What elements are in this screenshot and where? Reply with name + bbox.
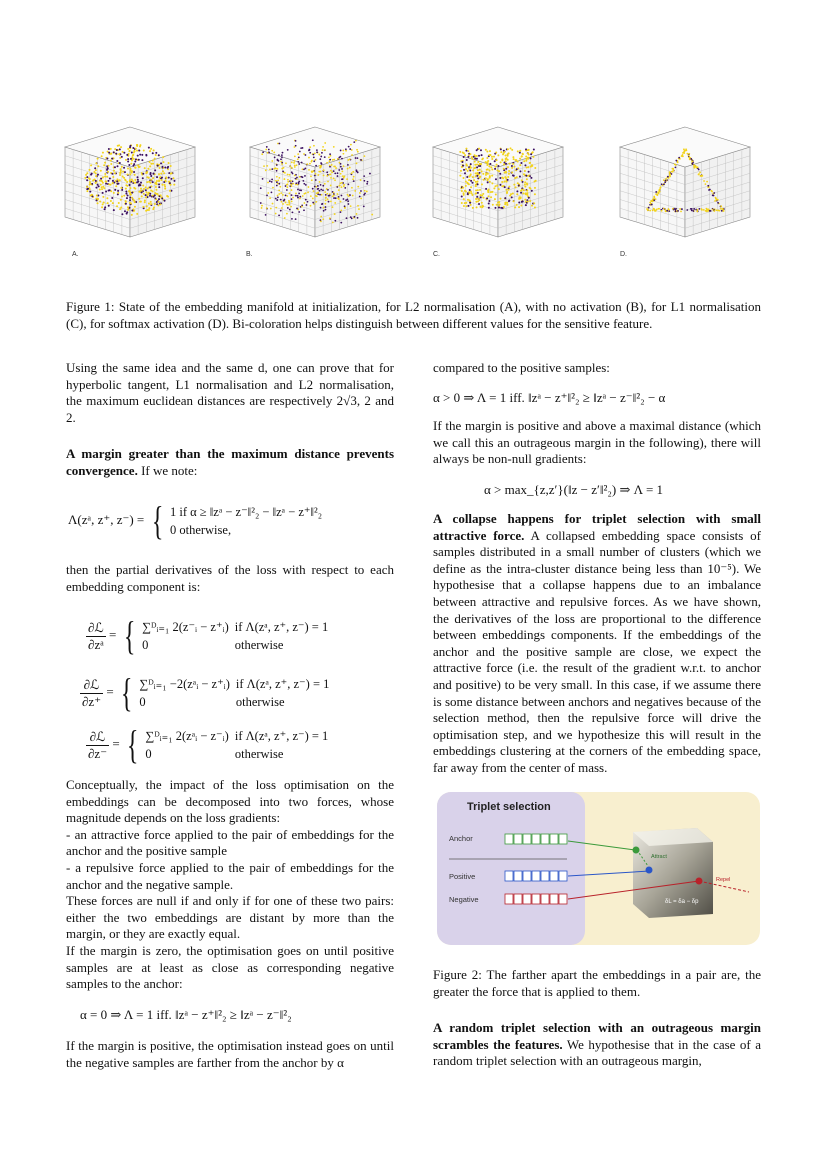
left-p4: - an attractive force applied to the pair of embeddings for the anchor and the positive sample [66,826,394,859]
fig2-positive-cell [514,871,522,881]
fig2-anchor-cell [514,834,522,844]
d2-den: ∂z⁺ [82,693,102,709]
figure-1-plots [60,125,770,265]
panel-label-d: D. [620,251,627,258]
figure-2 [437,792,760,945]
d3-num: ∂ℒ [86,729,109,746]
right-para-2 [433,418,761,468]
figure-1-caption: Figure 1: State of the embedding manifold at initialization, for L2 normalisation (A), with no activation (B), for L1 normalisation (C), for softmax activation (D). Bi-coloration helps distinguish between different values for the sensitive feature. [66,299,761,331]
fig2-negative-cell [532,894,540,904]
d1-case-2a: 0 [142,638,149,652]
equation-deriv-negative: $\frac{\text{∂ℒ}}{\partial z^-}$ = { ∑ᴰᵢ₌₁ 2(zᵃᵢ − z⁻ᵢ) if Λ(zᵃ, z⁺, z⁻) = 1 0 otherwise [86,727,334,763]
figure-1-panel-3 [620,127,750,237]
d2-case-2a: 0 [139,695,146,709]
equation-deriv-positive: $\frac{\text{∂ℒ}}{\partial z^+}$ = { ∑ᴰᵢ₌₁ −2(zᵃᵢ − z⁺ᵢ) if Λ(zᵃ, z⁺, z⁻) = 1 0 otherwise [80,675,335,711]
equation-deriv-anchor: $\frac{\text{∂ℒ}}{\text{∂zᵃ}}$ = { ∑ᴰᵢ₌₁ 2(z⁻ᵢ − z⁺ᵢ) if Λ(zᵃ, z⁺, z⁻) = 1 0 otherwise [86,618,334,654]
right-heading-2: A collapse happens for triplet selection with small attractive force. [433,511,761,543]
fig2-negative-label: Negative [449,895,479,904]
d2-case-2b: otherwise [235,695,285,709]
figure-1 [60,125,770,265]
panel-label-a: A. [72,251,79,258]
right-p1: compared to the positive samples: [433,360,610,375]
right-heading-3: A random triplet selection with an outrageous margin scrambles the features. [433,1020,761,1052]
d3-den: ∂z⁻ [88,745,108,761]
left-p8: If the margin is positive, the optimisation instead goes on until the negative samples are farther from the anchor by α [66,1038,394,1070]
left-p1: Using the same idea and the same d, one can prove that for hyperbolic tangent, L1 normalisation and L2 normalisation, the maximum euclidean distances are respectively 2√3, 2 and 2. [66,360,394,425]
fig2-anchor-cell [505,834,513,844]
fig2-negative-cell [505,894,513,904]
fig2-positive-cell [523,871,531,881]
fig2-anchor-cell [559,834,567,844]
fig2-anchor-label: Anchor [449,834,473,843]
fig2-negative-dot [696,878,703,885]
d3-case-1a: ∑ᴰᵢ₌₁ 2(zᵃᵢ − z⁻ᵢ) [145,729,229,743]
fig2-anchor-cell [541,834,549,844]
d1-num: ∂ℒ [88,619,104,635]
d1-case-2b: otherwise [234,638,284,652]
fig2-repel-label: Repel [716,877,731,883]
fig2-positive-cell [550,871,558,881]
left-p6: These forces are null if and only if for one of these two pairs: either the two embeddings are distant by more than the margin, or they are exactly equal. [66,893,394,942]
d2-case-1a: ∑ᴰᵢ₌₁ −2(zᵃᵢ − z⁺ᵢ) [139,677,230,691]
equation-lambda: Λ(zᵃ, z⁺, z⁻) = { 1 if α ≥ ‖zᵃ − z⁻‖²₂ − ‖zᵃ − z⁺‖²₂ 0 otherwise, [68,503,328,539]
d2-num: ∂ℒ [80,677,103,694]
equation-zero-margin: α = 0 ⇒ Λ = 1 iff. ‖zᵃ − z⁺‖²₂ ≥ ‖zᵃ − z⁻‖²₂ [80,1007,292,1022]
fig2-negative-cell [514,894,522,904]
d1-den: ∂zᵃ [88,636,104,652]
equation-max-distance: α > max_{z,z′}(‖z − z′‖²₂) ⇒ Λ = 1 [484,482,664,497]
fig2-positive-cell [505,871,513,881]
fig2-positive-cell [541,871,549,881]
figure-1-panel-1 [250,127,380,237]
figure-2-caption: Figure 2: The farther apart the embeddings in a pair are, the greater the force that is applied to them. [433,967,761,999]
left-p2: then the partial derivatives of the loss with respect to each embedding component is: [66,562,394,594]
eq-lambda-case-1: 1 if α ≥ ‖zᵃ − z⁻‖²₂ − ‖zᵃ − z⁺‖²₂ [169,505,323,519]
d3-case-2b: otherwise [234,747,284,761]
fig2-title: Triplet selection [467,801,551,813]
eq-lambda-case-2: 0 otherwise, [169,523,232,537]
fig2-negative-cell [550,894,558,904]
panel-label-b: B. [246,251,253,258]
d1-case-1b: if Λ(zᵃ, z⁺, z⁻) = 1 [234,620,329,634]
fig2-delta-label: δL = δa − δp [665,899,699,905]
fig2-anchor-cell [550,834,558,844]
left-para-block-3 [66,777,394,993]
eq-lambda-lhs: Λ(zᵃ, z⁺, z⁻) = [68,511,145,527]
left-para-1 [66,360,394,426]
right-p3: A collapsed embedding space consists of samples distributed in a small number of clusters (which we define as the intra-cluster distance being less than 10⁻⁵). We hypothesise that a collapse happens due to an imbalance between attractive and repulsive forces. As we have shown, the derivatives of the loss are proportional to the difference between embeddings components. If the embeddings of the anchor and the positive sample are close, we expect the attractive force (i.e. the result of the gradient w.r.t. to anchor and positive) to be very small. In this case, if we assume there is some distance between anchors and negatives because of the selection method, then the repulsive force will drive the optimisation step, and we hypothesize this will result in the embeddings clustering at the corners of the embedding space, far away from the center of mass. [433,527,761,775]
fig2-positive-cell [532,871,540,881]
fig2-negative-cell [559,894,567,904]
right-p2: If the margin is positive and above a maximal distance (which we call this an outrageous margin in the following), there will always be non-null gradients: [433,418,761,467]
left-para-8 [66,1038,394,1071]
fig2-negative-cell [523,894,531,904]
fig2-anchor-cell [523,834,531,844]
left-p5: - a repulsive force applied to the pair of embeddings for the anchor and the negative sample. [66,859,394,892]
d3-case-1b: if Λ(zᵃ, z⁺, z⁻) = 1 [234,729,329,743]
d1-case-1a: ∑ᴰᵢ₌₁ 2(z⁻ᵢ − z⁺ᵢ) [142,620,229,634]
d2-case-1b: if Λ(zᵃ, z⁺, z⁻) = 1 [235,677,330,691]
figure-1-panel-0 [65,127,195,237]
fig2-positive-dot [646,867,653,874]
fig2-anchor-cell [532,834,540,844]
right-collapse-block [433,511,761,777]
fig2-attract-label: Attract [651,854,667,860]
d3-case-2a: 0 [145,747,152,761]
figure-2-diagram [437,792,760,945]
left-para-2 [66,562,394,595]
left-heading-1-tail: If we note: [137,462,198,478]
right-para-1 [433,360,761,377]
right-random-block [433,1020,761,1070]
fig2-positive-cell [559,871,567,881]
fig2-negative-cell [541,894,549,904]
panel-label-c: C. [433,251,440,258]
figure-1-panel-2 [433,127,563,237]
left-heading-1: A margin greater than the maximum distance prevents convergence. [66,446,394,478]
figure-2-caption-block [433,967,761,1000]
equation-positive-margin: α > 0 ⇒ Λ = 1 iff. ‖zᵃ − z⁺‖²₂ ≥ ‖zᵃ − z⁻‖²₂ − α [433,390,666,405]
left-p3: Conceptually, the impact of the loss optimisation on the embeddings can be decomposed into two forces, whose magnitude depends on the loss gradients: [66,777,394,826]
fig2-purple-bg [437,792,585,945]
fig2-positive-label: Positive [449,872,476,881]
right-p4: We hypothesise that in the case of a random triplet selection with an outrageous margin, [433,1036,761,1069]
left-p7: If the margin is zero, the optimisation goes on until positive samples are at least as close as corresponding negative samples to the anchor: [66,942,394,992]
left-heading-1-block [66,446,394,479]
fig2-anchor-dot [633,847,640,854]
